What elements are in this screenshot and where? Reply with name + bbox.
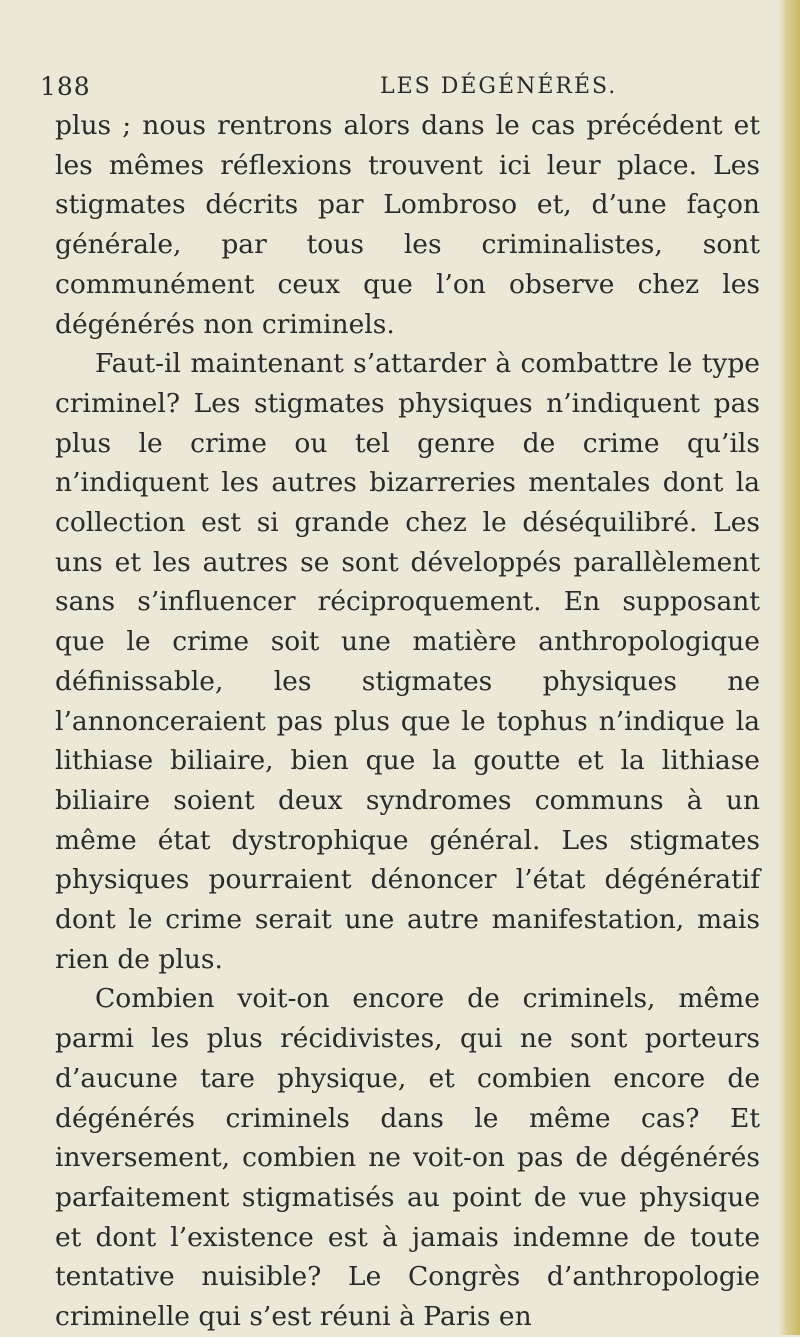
paragraph-2: Faut-il maintenant s’attarder à combattre le type criminel? Les stigmates physiques n’indiquent pas plus le crime ou tel genre de crime qu’ils n’indiquent les autres bizarreries mentales dont la collection est si grande chez le déséquilibré. Les uns et les autres se sont développés parallèlement sans s’influencer réciproquement. En supposant que le crime soit une matière anthropologique définissable, les stigmates physiques ne l’annonceraient pas plus que le tophus n’indique la lithiase biliaire, bien que la goutte et la lithiase biliaire soient deux syndromes communs à un même état dystrophique général. Les stigmates physiques pourraient dénoncer l’état dégénératif dont le crime serait une autre manifestation, mais rien de plus. [55, 348, 760, 975]
page-number: 188 [40, 72, 91, 101]
paragraph-3: Combien voit-on encore de criminels, même parmi les plus récidivistes, qui ne sont porteurs d’aucune tare physique, et combien encore de dégénérés criminels dans le même cas? Et inversement, combien ne voit-on pas de dégénérés parfaitement stigmatisés au point de vue physique et dont l’existence est à jamais indemne de toute tentative nuisible? Le Congrès d’anthropologie criminelle qui s’est réuni à Paris en [55, 983, 760, 1333]
page-edge [778, 0, 800, 1335]
paragraph-1: plus ; nous rentrons alors dans le cas précédent et les mêmes réflexions trouvent ici leur place. Les stigmates décrits par Lombroso et, d’une façon générale, par tous les criminalistes, sont communément ceux que l’on observe chez les dégénérés non criminels. [55, 110, 760, 340]
running-head: LES DÉGÉNÉRÉS. [380, 74, 618, 99]
body-text [55, 106, 760, 1337]
